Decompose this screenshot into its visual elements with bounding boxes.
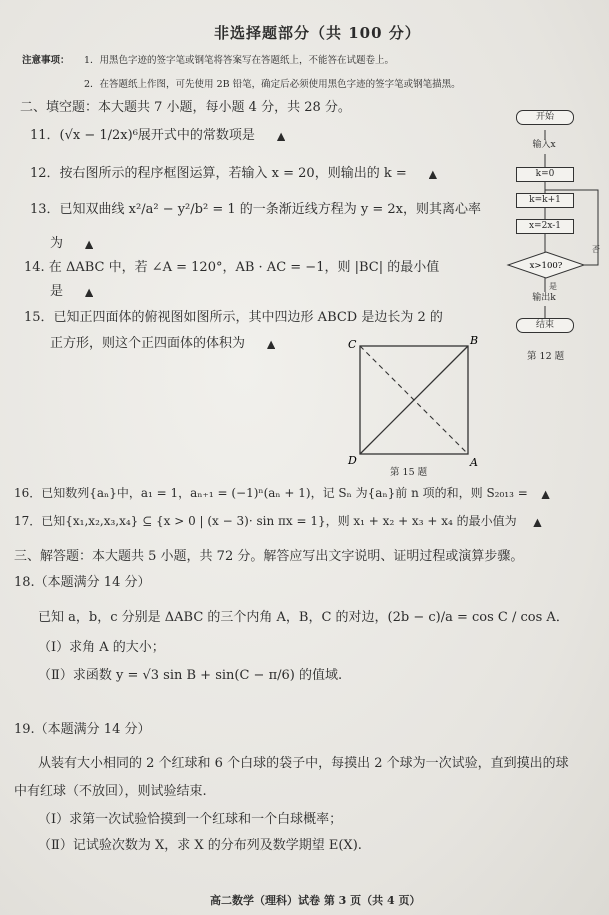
figure-15-caption: 第 15 题 — [390, 467, 428, 478]
q19-part-2: （Ⅱ）记试验次数为 X，求 X 的分布列及数学期望 E(X). — [38, 838, 362, 853]
q16-text: 16．已知数列{aₙ}中，a₁ = 1，aₙ₊₁ = (−1)ⁿ(aₙ + 1)，记 Sₙ 为{aₙ}前 n 项的和，则 S₂₀₁₃ = — [14, 486, 528, 500]
question-14 — [24, 256, 439, 275]
answer-blank-16: ▲ — [541, 489, 550, 500]
flow-end: 结束 — [516, 318, 574, 333]
flow-condition-text: x>100? — [529, 261, 563, 271]
flow-input: 输入x — [516, 139, 572, 152]
question-11 — [30, 124, 303, 143]
answer-blank-17: ▲ — [533, 517, 542, 528]
notes-label: 注意事项： — [22, 55, 70, 66]
flow-start: 开始 — [516, 110, 574, 125]
q19-title: 19.（本题满分 14 分） — [14, 722, 151, 737]
flowchart-caption: 第 12 题 — [527, 351, 565, 362]
answer-blank-13: ▲ — [85, 239, 93, 250]
q11-text: 11．(√x − 1/2x)⁶展开式中的常数项是 — [30, 128, 255, 143]
flow-init-k: k=0 — [516, 167, 574, 182]
flow-no-label: 否 — [592, 245, 600, 254]
section2-heading: 二、填空题：本大题共 7 小题，每小题 4 分，共 28 分。 — [20, 100, 351, 115]
answer-blank-12: ▲ — [429, 169, 437, 180]
question-12 — [30, 162, 455, 181]
flow-yes-label: 是 — [549, 282, 557, 291]
vertex-c: C — [348, 338, 357, 351]
question-13-cont — [50, 232, 111, 251]
flow-k-increment: k=k+1 — [516, 193, 574, 208]
q18-body: 已知 a，b，c 分别是 ΔABC 的三个内角 A，B，C 的对边，(2b − c)/a = cos C / cos A． — [38, 610, 569, 625]
note-1: 1．用黑色字迹的签字笔或钢笔将答案写在答题纸上，不能答在试题卷上。 — [84, 55, 395, 66]
section-title: 非选择题部分（共 100 分） — [214, 24, 421, 42]
q18-part-2: （Ⅱ）求函数 y = √3 sin B + sin(C − π/6) 的值域. — [38, 668, 343, 683]
q18-title: 18.（本题满分 14 分） — [14, 575, 151, 590]
q14-text: 14. 在 ΔABC 中，若 ∠A = 120°，AB · AC = −1，则 |BC| 的最小值 — [24, 260, 440, 275]
flow-condition-diamond — [506, 251, 586, 279]
q15-text: 15．已知正四面体的俯视图如图所示，其中四边形 ABCD 是边长为 2 的 — [24, 310, 443, 325]
answer-blank-11: ▲ — [277, 131, 285, 142]
q19-body-1: 从装有大小相同的 2 个红球和 6 个白球的袋子中，每摸出 2 个球为一次试验，直到摸出的球 — [38, 756, 569, 771]
flow-x-update: x=2x-1 — [516, 219, 574, 234]
q12-text: 12．按右图所示的程序框图运算，若输入 x = 20，则输出的 k = — [30, 166, 407, 181]
q13-text: 13．已知双曲线 x²/a² − y²/b² = 1 的一条渐近线方程为 y = 2x，则其离心率 — [30, 202, 481, 217]
answer-blank-14: ▲ — [85, 287, 93, 298]
page-footer: 高二数学（理科）试卷 第 3 页（共 4 页） — [210, 894, 421, 907]
vertex-b: B — [470, 336, 479, 347]
q19-part-1: （Ⅰ）求第一次试验恰摸到一个红球和一个白球概率； — [38, 812, 343, 827]
question-14-cont — [50, 280, 111, 299]
vertex-d: D — [348, 454, 357, 467]
q14-text-2: 是 — [50, 284, 64, 299]
figure-15-square — [346, 336, 486, 476]
question-16 — [14, 484, 560, 501]
answer-blank-15: ▲ — [267, 339, 275, 350]
q18-part-1: （Ⅰ）求角 A 的大小； — [38, 640, 165, 655]
note-2: 2．在答题纸上作图，可先使用 2B 铅笔，确定后必须使用黑色字迹的签字笔或钢笔描黑。 — [84, 79, 461, 90]
q15-text-2: 正方形，则这个正四面体的体积为 — [50, 336, 246, 351]
flow-output: 输出k — [516, 292, 572, 305]
q19-body-2: 中有红球（不放回），则试验结束. — [14, 784, 207, 799]
question-13 — [30, 198, 481, 217]
q17-text: 17．已知{x₁,x₂,x₃,x₄} ⊆ {x > 0 | (x − 3)· sin πx = 1}，则 x₁ + x₂ + x₃ + x₄ 的最小值为 — [14, 514, 517, 528]
section3-heading: 三、解答题：本大题共 5 小题，共 72 分。解答应写出文字说明、证明过程或演算步骤。 — [14, 549, 524, 564]
question-15 — [24, 306, 443, 325]
q13-text-2: 为 — [50, 236, 64, 251]
question-15-cont — [50, 332, 293, 351]
vertex-a: A — [470, 456, 478, 469]
question-17 — [14, 512, 554, 529]
